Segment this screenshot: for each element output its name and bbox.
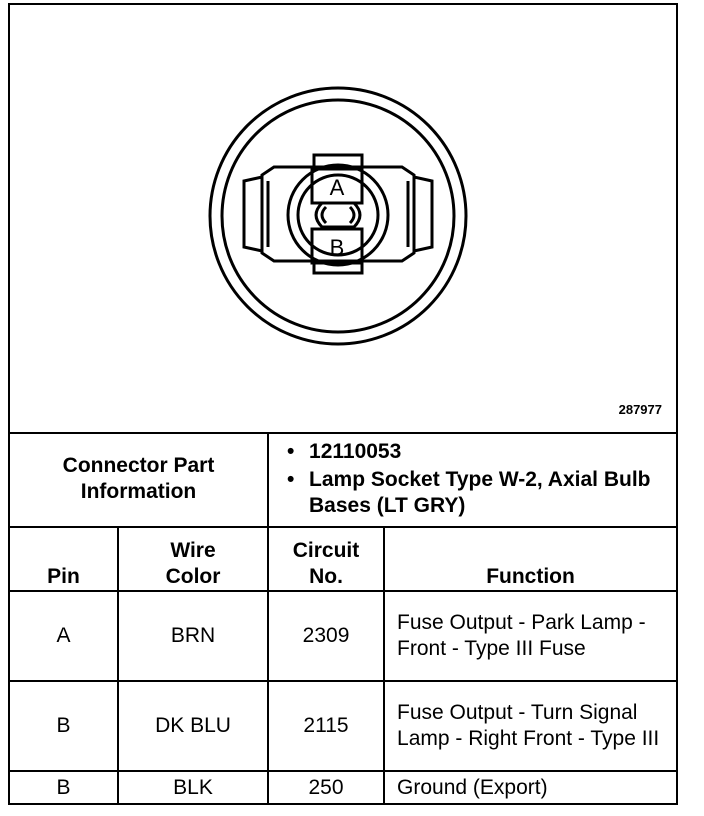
connector-part-label: Connector Part Information bbox=[10, 432, 268, 527]
connector-part-values bbox=[268, 432, 676, 527]
pin-cell: A bbox=[10, 591, 118, 681]
table-row bbox=[10, 771, 676, 804]
terminal-b-label: B bbox=[329, 235, 345, 260]
wire-color-cell: BRN bbox=[118, 591, 268, 681]
function-cell: Fuse Output - Turn Signal Lamp - Right Front - Type III bbox=[384, 681, 676, 771]
connector-diagram bbox=[10, 5, 676, 434]
outer-ring bbox=[210, 88, 466, 344]
table-header-row bbox=[10, 527, 676, 591]
inner-ring bbox=[222, 100, 454, 332]
connector-part-row bbox=[10, 432, 676, 527]
pin-cell: B bbox=[10, 681, 118, 771]
header-wire-color: Wire Color bbox=[118, 527, 268, 591]
connector-sheet bbox=[8, 3, 678, 805]
part-description: • Lamp Socket Type W-2, Axial Bulb Bases (LT GRY) bbox=[309, 467, 676, 519]
connector-drawing bbox=[10, 5, 676, 432]
function-cell: Fuse Output - Park Lamp - Front - Type III Fuse bbox=[384, 591, 676, 681]
circuit-no-cell: 2115 bbox=[268, 681, 384, 771]
part-number: • 12110053 bbox=[309, 439, 676, 465]
circuit-no-cell: 250 bbox=[268, 771, 384, 804]
figure-id: 287977 bbox=[618, 402, 662, 417]
header-circuit-no: Circuit No. bbox=[268, 527, 384, 591]
terminal-a-label: A bbox=[329, 175, 345, 200]
wire-color-cell: BLK bbox=[118, 771, 268, 804]
connector-table bbox=[10, 432, 676, 804]
left-ear bbox=[244, 177, 262, 251]
function-cell: Ground (Export) bbox=[384, 771, 676, 804]
wire-color-cell: DK BLU bbox=[118, 681, 268, 771]
pin-cell: B bbox=[10, 771, 118, 804]
header-function: Function bbox=[384, 527, 676, 591]
header-pin: Pin bbox=[10, 527, 118, 591]
table-row bbox=[10, 681, 676, 771]
right-ear bbox=[414, 177, 432, 251]
circuit-no-cell: 2309 bbox=[268, 591, 384, 681]
table-row bbox=[10, 591, 676, 681]
